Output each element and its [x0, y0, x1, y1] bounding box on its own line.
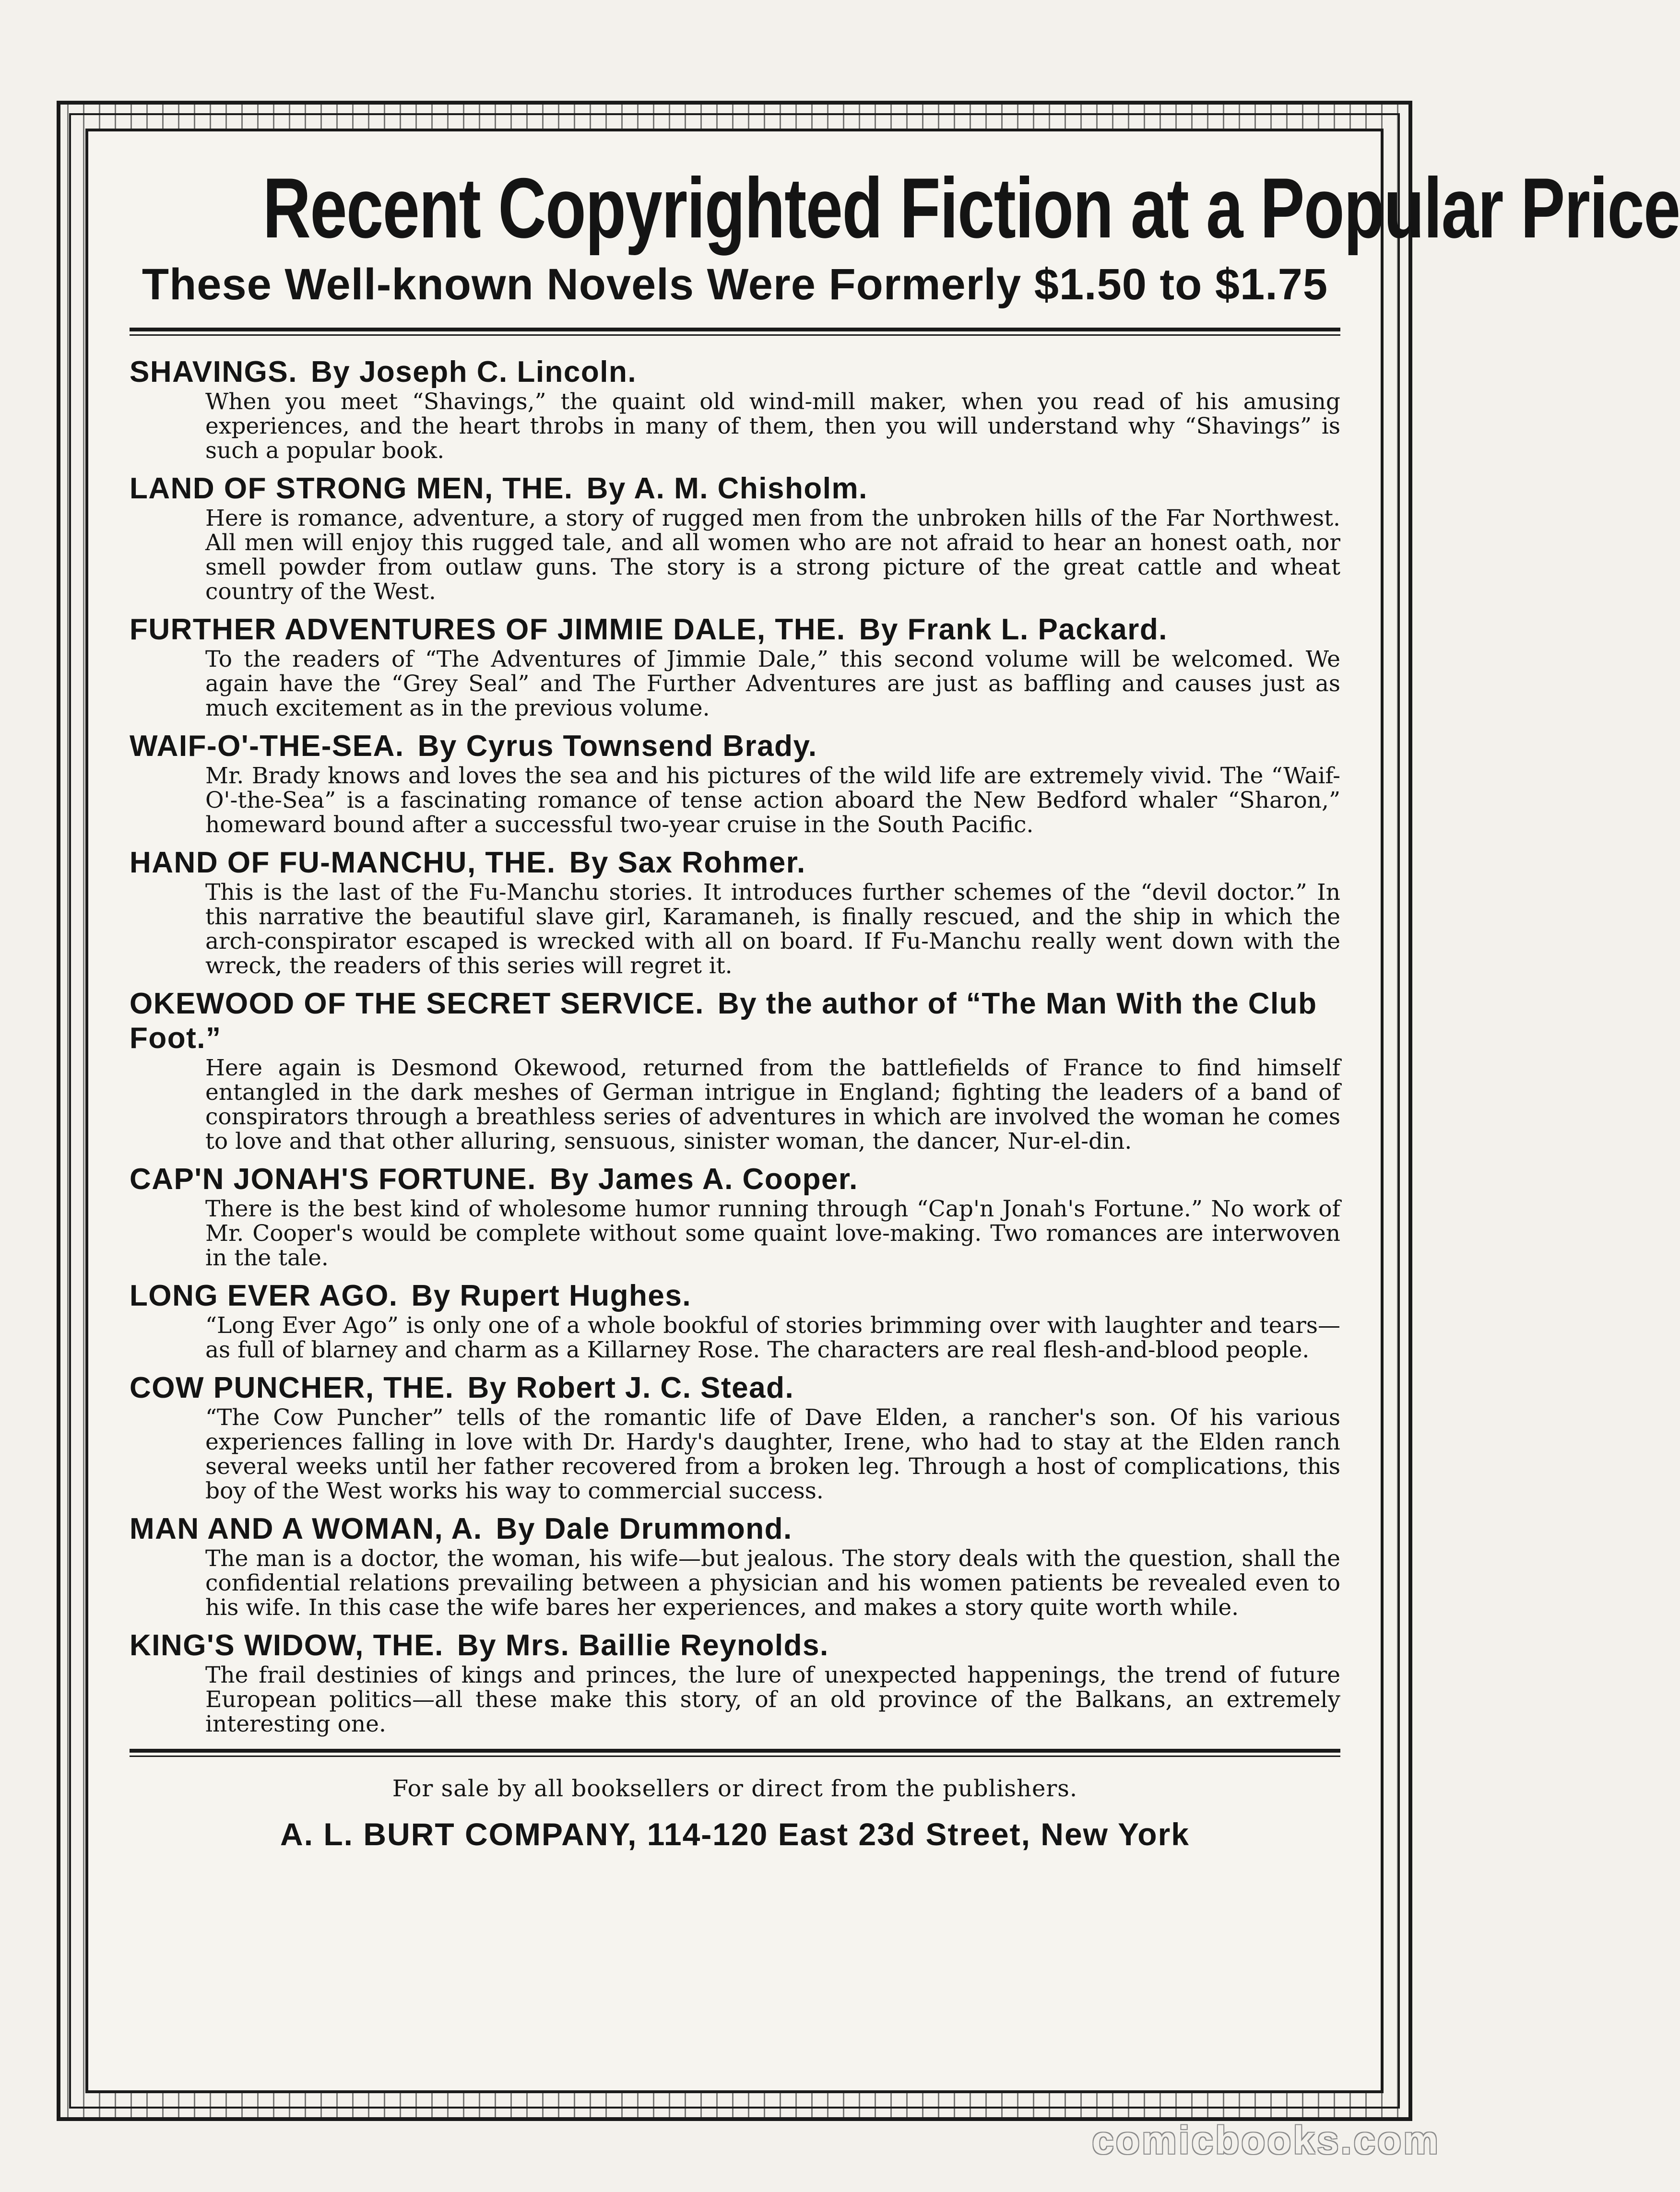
book-title: WAIF-O'-THE-SEA. — [130, 730, 404, 763]
book-entry — [130, 471, 1340, 604]
book-description: The man is a doctor, the woman, his wife—but jealous. The story deals with the question, shall the confidential relations prevailing between a physician and his women patients be revealed even to his wife. In this case the wife bares her experiences, and makes a story quite worth while. — [205, 1545, 1340, 1621]
book-title: SHAVINGS. — [130, 355, 297, 389]
book-title: COW PUNCHER, THE. — [130, 1371, 454, 1404]
book-description: “Long Ever Ago” is only one of a whole bookful of stories brimming over with laughter and tears—as full of blarney and charm as a Killarney Rose. The characters are real flesh-and-blood people. — [205, 1312, 1340, 1363]
site-watermark: comicbooks.com — [1092, 2119, 1440, 2162]
book-title: MAN AND A WOMAN, A. — [130, 1512, 483, 1545]
page-subtitle: These Well-known Novels Were Formerly $1.50 to $1.75 — [142, 260, 1328, 309]
footer-rule — [130, 1749, 1340, 1757]
book-title: HAND OF FU-MANCHU, THE. — [130, 846, 556, 879]
book-author: By Rupert Hughes. — [411, 1279, 692, 1312]
publisher-address: A. L. BURT COMPANY, 114-120 East 23d Street, New York — [280, 1816, 1190, 1852]
sale-note: For sale by all booksellers or direct from the publishers. — [392, 1775, 1078, 1802]
book-title: CAP'N JONAH'S FORTUNE. — [130, 1163, 536, 1196]
book-title: LAND OF STRONG MEN, THE. — [130, 472, 573, 505]
book-description: To the readers of “The Adventures of Jimmie Dale,” this second volume will be welcomed. We again have the “Grey Seal” and The Further Adventures are just as baffling and causes just as much excitement as in the previous volume. — [205, 646, 1340, 721]
page-title: Recent Copyrighted Fiction at a Popular Price — [262, 160, 1680, 256]
advertisement-page — [130, 160, 1680, 1856]
book-title: LONG EVER AGO. — [130, 1279, 398, 1312]
book-author: By Mrs. Baillie Reynolds. — [457, 1629, 829, 1662]
header-rule — [130, 328, 1340, 336]
book-author: By Cyrus Townsend Brady. — [417, 730, 817, 763]
book-description: The frail destinies of kings and princes, the lure of unexpected happenings, the trend of future European politics—all these make this story, of an old province of the Balkans, an extremely interesting one. — [205, 1662, 1340, 1737]
book-author: By Sax Rohmer. — [569, 846, 806, 879]
book-title: KING'S WIDOW, THE. — [130, 1629, 444, 1662]
book-entry — [130, 729, 1340, 837]
book-author: By Robert J. C. Stead. — [467, 1371, 794, 1404]
book-entry — [130, 1512, 1340, 1620]
book-entry — [130, 846, 1340, 978]
book-title: FURTHER ADVENTURES OF JIMMIE DALE, THE. — [130, 613, 846, 646]
book-entry — [130, 987, 1340, 1154]
book-description: When you meet “Shavings,” the quaint old wind-mill maker, when you read of his amusing experiences, and the heart throbs in many of them, then you will understand why “Shavings” is such a popular book. — [205, 389, 1340, 464]
book-entry — [130, 1162, 1340, 1270]
book-entry — [130, 355, 1340, 463]
book-author: By A. M. Chisholm. — [586, 472, 868, 505]
book-entry — [130, 613, 1340, 720]
book-author: By Frank L. Packard. — [859, 613, 1168, 646]
book-title: OKEWOOD OF THE SECRET SERVICE. — [130, 987, 704, 1020]
book-author: By James A. Cooper. — [549, 1163, 858, 1196]
book-entry — [130, 1371, 1340, 1503]
book-entry — [130, 1628, 1340, 1736]
book-entry — [130, 1279, 1340, 1362]
book-description: There is the best kind of wholesome humor running through “Cap'n Jonah's Fortune.” No work of Mr. Cooper's would be complete without some quaint love-making. Two romances are interwoven in the tale. — [205, 1196, 1340, 1271]
book-description: Mr. Brady knows and loves the sea and his pictures of the wild life are extremely vivid. The “Waif-O'-the-Sea” is a fascinating romance of tense action aboard the New Bedford whaler “Sharon,” homeward bound after a successful two-year cruise in the South Pacific. — [205, 763, 1340, 838]
book-description: Here again is Desmond Okewood, returned from the battlefields of France to find himself entangled in the dark meshes of German intrigue in England; fighting the leaders of a band of conspirators through a breathless series of adventures in which are involved the woman he comes to love and that other alluring, sensuous, sinister woman, the dancer, Nur-el-din. — [205, 1055, 1340, 1155]
book-author: By Joseph C. Lincoln. — [310, 355, 637, 389]
book-author: By Dale Drummond. — [496, 1512, 793, 1545]
book-list — [130, 355, 1340, 1736]
book-description: Here is romance, adventure, a story of rugged men from the unbroken hills of the Far Northwest. All men will enjoy this rugged tale, and all women who are not afraid to hear an honest oath, nor smell powder from outlaw guns. The story is a strong picture of the great cattle and wheat country of the West. — [205, 505, 1340, 605]
book-author: By the author of “The Man With the Club Foot.” — [130, 987, 1317, 1055]
book-description: “The Cow Puncher” tells of the romantic life of Dave Elden, a rancher's son. Of his various experiences falling in love with Dr. Hardy's daughter, Irene, who had to stay at the Elden ranch several weeks until her father recovered from a broken leg. Through a host of complications, this boy of the West works his way to commercial success. — [205, 1404, 1340, 1504]
book-description: This is the last of the Fu-Manchu stories. It introduces further schemes of the “devil doctor.” In this narrative the beautiful slave girl, Karamaneh, is finally rescued, and the ship in which the arch-conspirator escaped is wrecked with all on board. If Fu-Manchu really went down with the wreck, the readers of this series will regret it. — [205, 879, 1340, 979]
